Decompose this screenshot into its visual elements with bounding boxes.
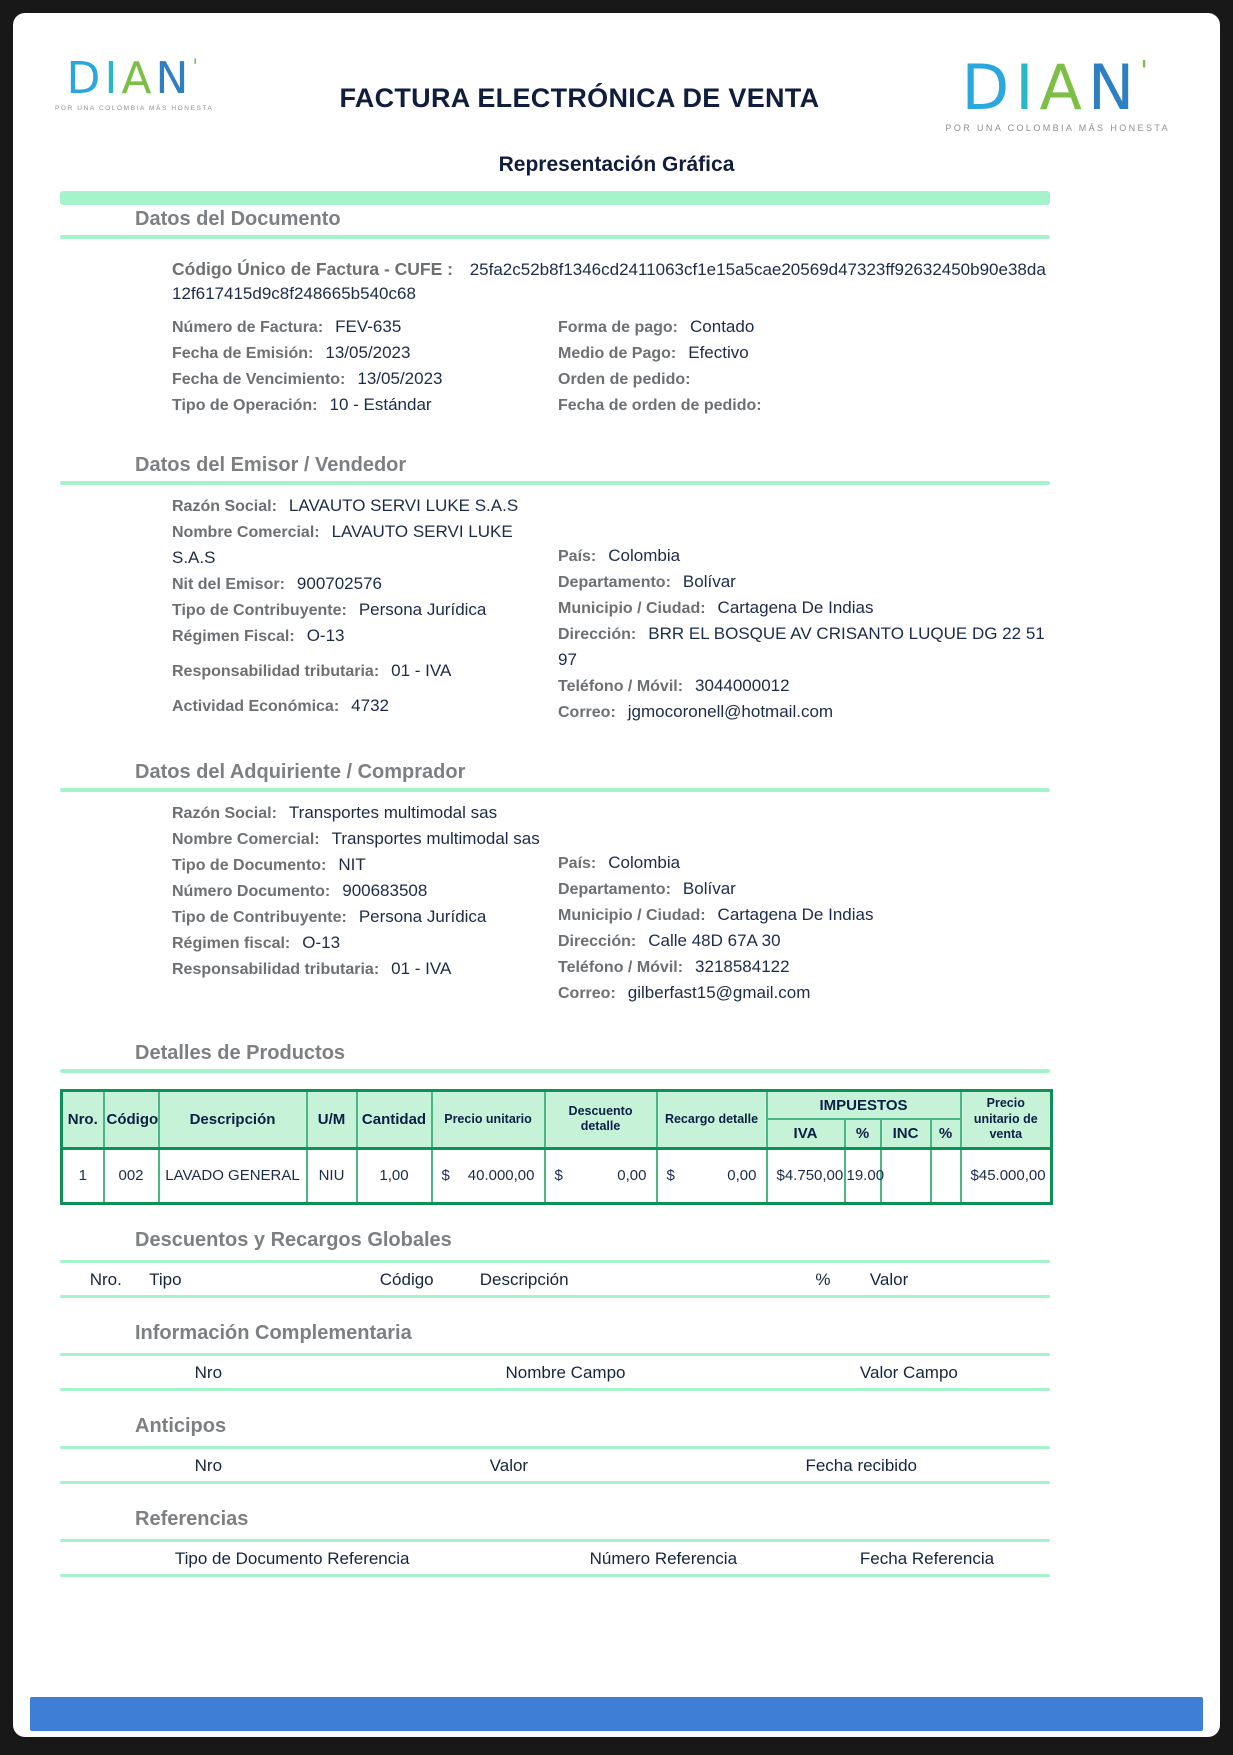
page-title: FACTURA ELECTRÓNICA DE VENTA [339,83,820,113]
field-value: Transportes multimodal sas [331,829,540,848]
logo-tick: ' [192,55,202,78]
col-header: Descripción [479,1269,569,1289]
field-value: 13/05/2023 [357,369,443,388]
field-label: Régimen Fiscal: [172,628,295,645]
field-value: 900702576 [296,574,382,593]
field-label: Razón Social: [172,498,277,515]
col-header: Nro. [89,1269,122,1289]
col-header: Valor Campo [859,1362,958,1382]
divider [60,1481,1050,1484]
field-label: País: [558,855,597,872]
section-heading-adquiriente: Datos del Adquiriente / Comprador [135,761,466,783]
emisor-columns [60,493,1050,725]
documento-columns [172,314,1050,418]
field-row [558,928,1050,954]
products-table [60,1089,1053,1205]
documento-left-column [172,314,558,418]
section-complementaria [60,1322,1050,1391]
field-label: Orden de pedido: [558,371,691,388]
field-row [558,954,1050,980]
field-value: Efectivo [688,343,749,362]
field-value: Bolívar [682,879,736,898]
field-label: Número de Factura: [172,319,324,336]
adquiriente-left-column [172,800,558,1006]
field-label: Nombre Comercial: [172,831,320,848]
field-value: 900683508 [342,881,428,900]
section-descuentos [60,1229,1050,1298]
field-label: Actividad Económica: [172,698,340,715]
field-label: Departamento: [558,881,671,898]
section-heading-referencias: Referencias [135,1507,249,1530]
field-label: Dirección: [558,933,637,950]
section-emisor [60,454,1050,725]
emisor-right-column [558,493,1050,725]
section-documento [60,191,1050,418]
field-label: Teléfono / Móvil: [558,959,684,976]
field-label: Tipo de Contribuyente: [172,909,347,926]
currency-sign: $ [554,1167,563,1185]
field-label: Razón Social: [172,805,277,822]
field-value: Colombia [608,546,681,565]
field-label: Tipo de Documento: [172,857,327,874]
field-label: Correo: [558,985,616,1002]
col-header: Nro [194,1362,223,1382]
field-label: Fecha de Vencimiento: [172,371,346,388]
section-productos [60,1042,1050,1205]
col-header-inc: INC [881,1119,931,1148]
field-row [172,493,558,519]
col-header-recargo-detalle: Recargo detalle [657,1091,767,1149]
cell-descuento-detalle [545,1148,657,1203]
section-heading-productos: Detalles de Productos [135,1042,346,1064]
field-row [558,621,1050,673]
amount: 4.750,00 [784,1167,844,1185]
table-row [62,1148,1052,1203]
title-block [213,83,945,114]
col-header: Nro [194,1455,223,1475]
logo-tick: ' [1140,54,1154,87]
divider [60,235,1050,239]
anticipos-header-row [60,1449,1050,1481]
descuentos-header-row [60,1263,1050,1295]
section-heading-descuentos: Descuentos y Recargos Globales [135,1228,452,1251]
dian-logo-icon [961,51,1154,124]
field-row [172,693,558,719]
cell-precio-venta [961,1148,1052,1203]
col-header-descripcion: Descripción [159,1091,307,1149]
field-row [172,826,558,852]
field-value: NIT [338,855,366,874]
col-header-inc-pct: % [931,1119,961,1148]
cufe-row [172,257,1050,306]
field-value: FEV-635 [335,317,402,336]
field-value: 13/05/2023 [325,343,411,362]
field-label: Tipo de Contribuyente: [172,602,347,619]
field-row [558,850,1050,876]
complementaria-header-row [60,1356,1050,1388]
col-header-precio-unitario: Precio unitario [432,1091,545,1149]
field-row [558,902,1050,928]
col-header: Fecha Referencia [859,1548,995,1568]
field-row [172,340,558,366]
section-adquiriente [60,761,1050,1006]
field-row [558,876,1050,902]
field-row [558,569,1050,595]
field-label: Municipio / Ciudad: [558,907,706,924]
logo-tagline: POR UNA COLOMBIA MÁS HONESTA [55,105,214,112]
field-row [558,595,1050,621]
amount: 0,00 [727,1167,757,1185]
field-label: Municipio / Ciudad: [558,600,706,617]
col-header: Tipo de Documento Referencia [174,1548,410,1568]
dian-logo-right [945,51,1170,133]
field-label: Forma de pago: [558,319,679,336]
col-header-nro: Nro. [62,1091,104,1149]
dian-logo-icon [66,53,202,104]
field-row [558,699,1050,725]
field-value: Cartagena De Indias [717,598,874,617]
divider [60,1069,1050,1073]
logo-letter: N [1087,51,1141,124]
divider [60,1295,1050,1298]
section-heading-complementaria: Información Complementaria [135,1321,412,1344]
section-referencias [60,1508,1050,1577]
field-row [172,852,558,878]
field-row [558,980,1050,1006]
field-row [172,623,558,649]
currency-sign: $ [666,1167,675,1185]
field-row [172,392,558,418]
document-header [13,13,1220,133]
cell-um: NIU [307,1148,357,1203]
logo-letter: A [1039,51,1088,124]
currency-sign: $ [441,1167,450,1185]
cell-inc [881,1148,931,1203]
col-header-iva-pct: % [845,1119,881,1148]
cell-inc-pct [931,1148,961,1203]
field-value: Persona Jurídica [358,600,487,619]
currency-sign: $ [970,1167,979,1185]
field-label: Teléfono / Móvil: [558,678,684,695]
field-value: gilberfast15@gmail.com [627,983,811,1002]
field-value: Contado [690,317,755,336]
col-header-codigo: Código [104,1091,159,1149]
field-value: jgmocoronell@hotmail.com [627,702,834,721]
emisor-left-column [172,493,558,725]
field-row [172,519,558,571]
field-label: Responsabilidad tributaria: [172,961,380,978]
field-value: LAVAUTO SERVI LUKE S.A.S [288,496,519,515]
col-header-um: U/M [307,1091,357,1149]
field-row [558,673,1050,699]
field-value: Transportes multimodal sas [288,803,498,822]
field-value: 4732 [351,696,389,715]
col-header: Tipo [149,1269,182,1289]
field-row [172,930,558,956]
field-row [558,392,1050,418]
field-row [172,658,558,684]
amount: 40.000,00 [467,1167,535,1185]
logo-tagline: POR UNA COLOMBIA MÁS HONESTA [945,123,1170,133]
document-content [60,191,1050,1577]
cell-descripcion: LAVADO GENERAL [159,1148,307,1203]
field-label: Fecha de Emisión: [172,345,314,362]
cell-codigo: 002 [104,1148,159,1203]
field-row [558,366,1050,392]
field-value: O-13 [302,933,341,952]
col-header-precio-venta: Precio unitario de venta [961,1091,1052,1149]
logo-letter: N [155,53,193,104]
divider [60,1388,1050,1391]
cell-recargo-detalle [657,1148,767,1203]
field-row [172,956,558,982]
field-row [172,597,558,623]
footer-bar [30,1697,1203,1731]
divider [60,481,1050,485]
amount: 0,00 [617,1167,647,1185]
col-header: Valor [869,1269,909,1289]
field-value: Bolívar [682,572,736,591]
logo-letter: I [1015,51,1040,124]
field-value: O-13 [306,626,345,645]
field-value: 3218584122 [695,957,790,976]
field-label: Correo: [558,704,616,721]
adquiriente-columns [60,800,1050,1006]
field-row [172,800,558,826]
field-label: Tipo de Operación: [172,397,318,414]
page-subtitle: Representación Gráfica [498,153,735,176]
field-row [172,878,558,904]
logo-letter: D [66,53,105,104]
divider [60,1574,1050,1577]
field-row [558,314,1050,340]
field-value: 10 - Estándar [329,395,432,414]
field-value: Cartagena De Indias [717,905,874,924]
field-row [558,543,1050,569]
cufe-label: Código Único de Factura - CUFE : [172,259,453,279]
cell-iva-pct: 19.00 [845,1148,881,1203]
field-value: Calle 48D 67A 30 [648,931,781,950]
logo-letter: A [121,53,156,104]
field-value: 01 - IVA [391,959,452,978]
field-label: Departamento: [558,574,671,591]
field-value: 01 - IVA [391,661,452,680]
field-row [172,314,558,340]
field-value: LAVAUTO SERVI LUKE S.A.S [172,522,513,567]
cell-iva [767,1148,845,1203]
section-heading-anticipos: Anticipos [135,1414,227,1437]
section-heading-emisor: Datos del Emisor / Vendedor [135,454,407,476]
field-label: Fecha de orden de pedido: [558,397,762,414]
field-row [172,571,558,597]
field-label: Número Documento: [172,883,331,900]
amount: 45.000,00 [978,1167,1046,1185]
field-label: Dirección: [558,626,637,643]
documento-fields [60,257,1050,418]
divider [60,788,1050,792]
logo-letter: I [104,53,122,104]
field-row [172,366,558,392]
field-value: Colombia [608,853,681,872]
documento-right-column [558,314,1050,418]
dian-logo-left [55,53,214,112]
col-header: Número Referencia [589,1548,738,1568]
field-label: Régimen fiscal: [172,935,291,952]
field-row [172,904,558,930]
field-label: Nit del Emisor: [172,576,285,593]
col-header: Nombre Campo [505,1362,626,1382]
section-heading-documento: Datos del Documento [135,208,341,230]
currency-sign: $ [776,1167,785,1185]
section-top-bar [60,191,1050,205]
col-header: Fecha recibido [805,1455,917,1475]
adquiriente-right-column [558,800,1050,1006]
col-header-iva: IVA [767,1119,845,1148]
cell-precio-unitario [432,1148,545,1203]
field-row [558,340,1050,366]
field-value: BRR EL BOSQUE AV CRISANTO LUQUE DG 22 51 97 [558,624,1045,669]
field-label: Responsabilidad tributaria: [172,663,380,680]
logo-letter: D [961,51,1016,124]
cell-cantidad: 1,00 [357,1148,432,1203]
cell-nro: 1 [62,1148,104,1203]
referencias-header-row [60,1542,1050,1574]
col-header-descuento-detalle: Descuento detalle [545,1091,657,1149]
col-header: Valor [489,1455,529,1475]
col-header-cantidad: Cantidad [357,1091,432,1149]
section-anticipos [60,1415,1050,1484]
col-header: Código [379,1269,434,1289]
field-label: Nombre Comercial: [172,524,320,541]
field-label: País: [558,548,597,565]
field-label: Medio de Pago: [558,345,677,362]
field-value: 3044000012 [695,676,790,695]
table-header-row-1 [62,1091,1052,1120]
field-value: Persona Jurídica [358,907,487,926]
cufe-value: 25fa2c52b8f1346cd2411063cf1e15a5cae20569d47323ff92632450b90e38da12f617415d9c8f248665b540c68 [172,260,1046,303]
col-header: % [815,1269,831,1289]
col-group-impuestos: IMPUESTOS [767,1091,961,1120]
invoice-page [13,13,1220,1737]
